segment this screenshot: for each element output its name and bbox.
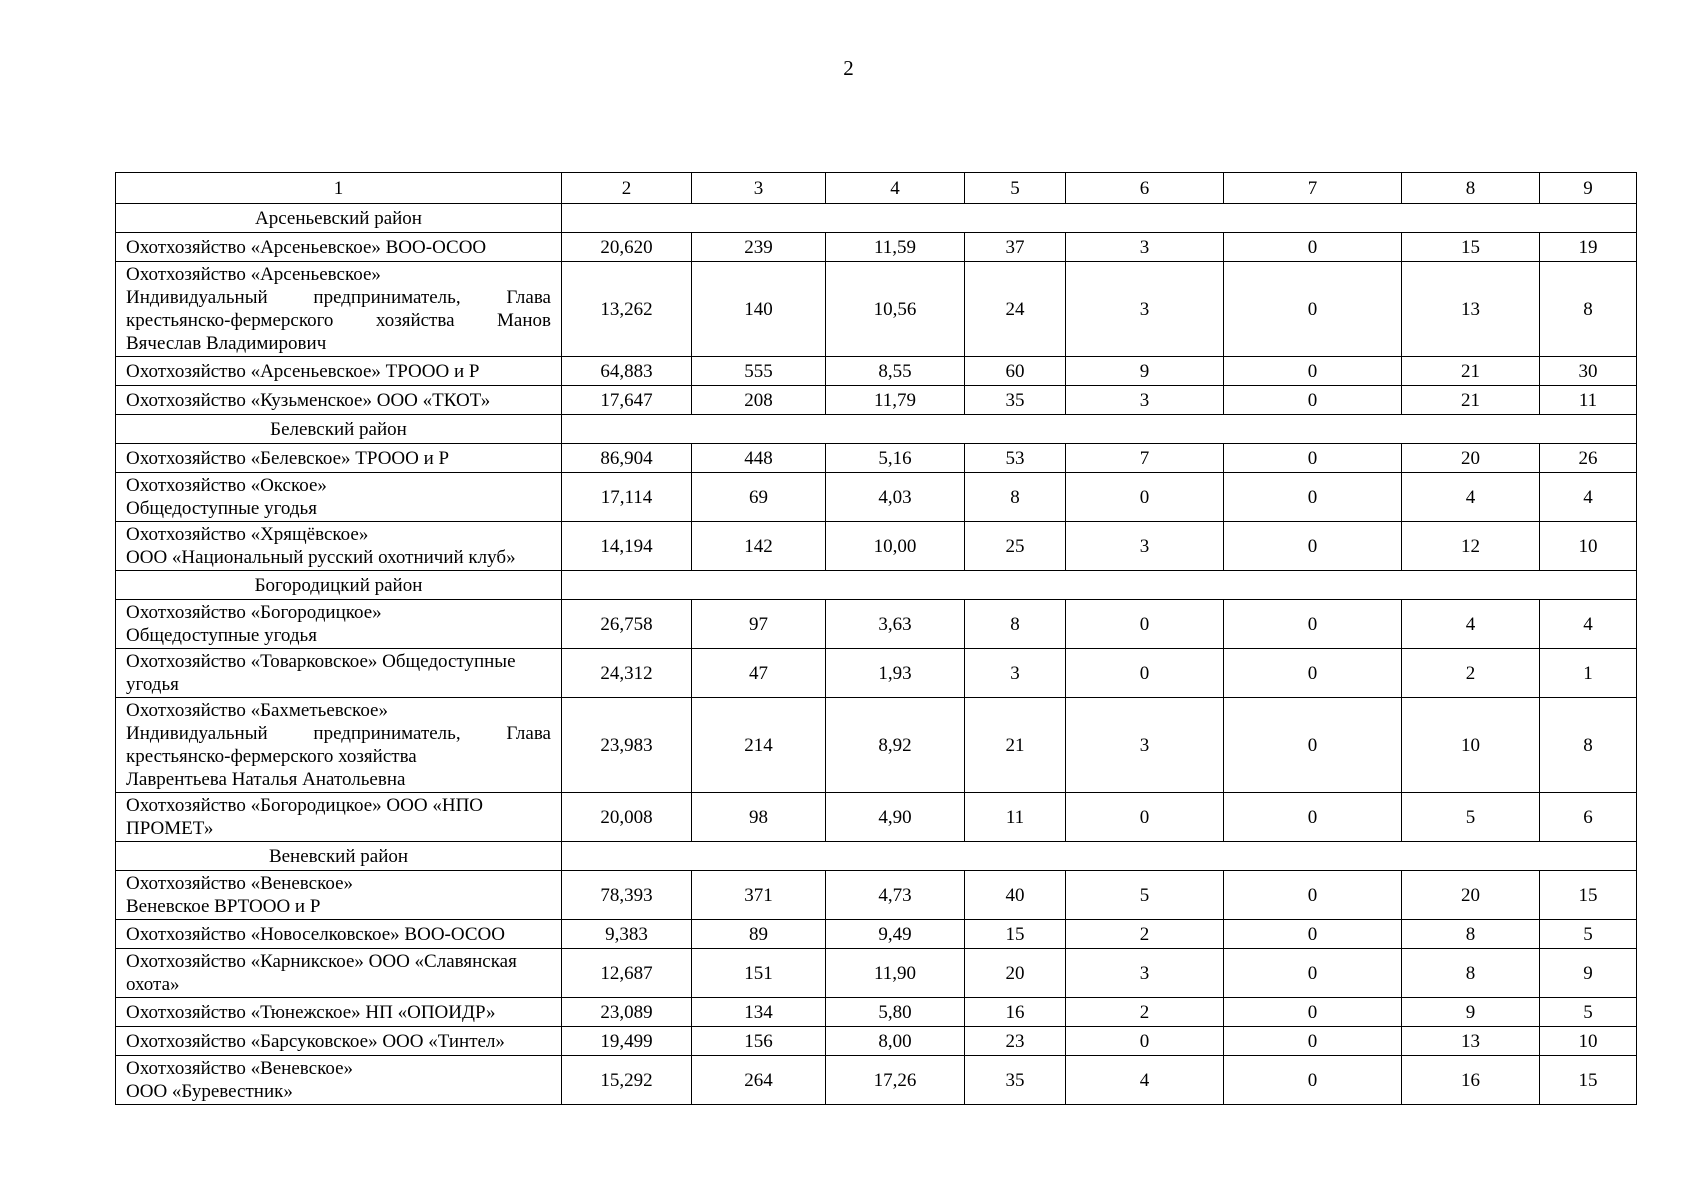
value-cell: 26,758 <box>562 600 692 649</box>
column-number: 8 <box>1402 173 1540 204</box>
value-cell: 12,687 <box>562 949 692 998</box>
value-cell: 0 <box>1224 698 1402 793</box>
value-cell: 0 <box>1224 1027 1402 1056</box>
table-row <box>116 262 1637 357</box>
value-cell: 86,904 <box>562 444 692 473</box>
value-cell: 13,262 <box>562 262 692 357</box>
value-cell: 0 <box>1224 386 1402 415</box>
value-cell: 98 <box>692 793 826 842</box>
table-row <box>116 793 1637 842</box>
value-cell: 14,194 <box>562 522 692 571</box>
name-line: Охотхозяйство «Хрящёвское» <box>126 524 369 545</box>
value-cell: 10,56 <box>826 262 965 357</box>
name-line: ПРОМЕТ» <box>126 818 214 839</box>
value-cell: 21 <box>1402 357 1540 386</box>
value-cell: 142 <box>692 522 826 571</box>
table-row <box>116 1056 1637 1105</box>
column-number: 9 <box>1540 173 1637 204</box>
value-cell: 9 <box>1540 949 1637 998</box>
value-cell: 8 <box>1402 920 1540 949</box>
value-cell: 13 <box>1402 262 1540 357</box>
name-line: Охотхозяйство «Окское» <box>126 475 327 496</box>
value-cell: 0 <box>1224 522 1402 571</box>
value-cell: 2 <box>1066 920 1224 949</box>
name-line: Охотхозяйство «Бахметьевское» <box>126 700 388 721</box>
table-row <box>116 473 1637 522</box>
name-line: Охотхозяйство «Богородицкое» ООО «НПО <box>126 795 484 816</box>
hunting-ground-name <box>116 793 562 842</box>
value-cell: 20 <box>1402 871 1540 920</box>
value-cell: 0 <box>1224 357 1402 386</box>
value-cell: 16 <box>1402 1056 1540 1105</box>
name-line: Охотхозяйство «Карникское» ООО «Славянская <box>126 951 517 972</box>
value-cell: 5,16 <box>826 444 965 473</box>
table-row <box>116 1027 1637 1056</box>
value-cell: 20,620 <box>562 233 692 262</box>
name-line: ООО «Национальный русский охотничий клуб» <box>126 547 516 568</box>
value-cell: 60 <box>965 357 1066 386</box>
value-cell: 35 <box>965 1056 1066 1105</box>
value-cell: 448 <box>692 444 826 473</box>
value-cell: 20 <box>965 949 1066 998</box>
value-cell: 8,55 <box>826 357 965 386</box>
value-cell: 47 <box>692 649 826 698</box>
table-row <box>116 386 1637 415</box>
value-cell: 3 <box>1066 522 1224 571</box>
value-cell: 15 <box>1540 871 1637 920</box>
value-cell: 12 <box>1402 522 1540 571</box>
name-line: Охотхозяйство «Арсеньевское» <box>126 264 381 285</box>
district-row <box>116 571 1637 600</box>
value-cell: 4 <box>1540 473 1637 522</box>
value-cell: 4,73 <box>826 871 965 920</box>
name-line: Лаврентьева Наталья Анатольевна <box>126 769 406 790</box>
name-line: Охотхозяйство «Кузьменское» ООО «ТКОТ» <box>126 389 491 411</box>
value-cell: 0 <box>1224 473 1402 522</box>
value-cell: 1 <box>1540 649 1637 698</box>
value-cell: 0 <box>1066 473 1224 522</box>
value-cell: 20 <box>1402 444 1540 473</box>
hunting-ground-name <box>116 649 562 698</box>
value-cell: 8 <box>1402 949 1540 998</box>
hunting-ground-name <box>116 233 562 262</box>
value-cell: 4 <box>1066 1056 1224 1105</box>
hunting-ground-name <box>116 1027 562 1056</box>
name-line: Охотхозяйство «Белевское» ТРООО и Р <box>126 447 450 469</box>
table-row <box>116 357 1637 386</box>
value-cell: 15,292 <box>562 1056 692 1105</box>
value-cell: 11 <box>1540 386 1637 415</box>
district-empty-cell <box>562 842 1637 871</box>
value-cell: 15 <box>1540 1056 1637 1105</box>
column-number: 6 <box>1066 173 1224 204</box>
column-number: 5 <box>965 173 1066 204</box>
value-cell: 0 <box>1224 1056 1402 1105</box>
column-number: 3 <box>692 173 826 204</box>
value-cell: 35 <box>965 386 1066 415</box>
value-cell: 5 <box>1066 871 1224 920</box>
value-cell: 4,90 <box>826 793 965 842</box>
district-row <box>116 842 1637 871</box>
value-cell: 23,089 <box>562 998 692 1027</box>
table-row <box>116 522 1637 571</box>
value-cell: 97 <box>692 600 826 649</box>
name-line: Охотхозяйство «Богородицкое» <box>126 602 382 623</box>
value-cell: 555 <box>692 357 826 386</box>
value-cell: 8 <box>1540 262 1637 357</box>
value-cell: 5 <box>1540 998 1637 1027</box>
district-row <box>116 415 1637 444</box>
value-cell: 11 <box>965 793 1066 842</box>
value-cell: 53 <box>965 444 1066 473</box>
value-cell: 0 <box>1224 233 1402 262</box>
value-cell: 214 <box>692 698 826 793</box>
value-cell: 9 <box>1402 998 1540 1027</box>
value-cell: 7 <box>1066 444 1224 473</box>
district-name: Белевский район <box>116 415 562 444</box>
value-cell: 19,499 <box>562 1027 692 1056</box>
value-cell: 21 <box>965 698 1066 793</box>
value-cell: 9,49 <box>826 920 965 949</box>
value-cell: 3 <box>1066 386 1224 415</box>
value-cell: 15 <box>1402 233 1540 262</box>
name-line: Индивидуальный предприниматель, Глава <box>126 723 551 744</box>
value-cell: 0 <box>1224 649 1402 698</box>
value-cell: 156 <box>692 1027 826 1056</box>
value-cell: 0 <box>1224 949 1402 998</box>
district-empty-cell <box>562 415 1637 444</box>
value-cell: 264 <box>692 1056 826 1105</box>
value-cell: 11,59 <box>826 233 965 262</box>
table-row <box>116 949 1637 998</box>
name-line: Вячеслав Владимирович <box>126 333 327 354</box>
name-line: Охотхозяйство «Товарковское» Общедоступные <box>126 651 516 672</box>
value-cell: 371 <box>692 871 826 920</box>
table-row <box>116 698 1637 793</box>
district-row <box>116 204 1637 233</box>
value-cell: 89 <box>692 920 826 949</box>
value-cell: 0 <box>1066 1027 1224 1056</box>
hunting-ground-name <box>116 871 562 920</box>
value-cell: 26 <box>1540 444 1637 473</box>
value-cell: 0 <box>1224 998 1402 1027</box>
name-line: Общедоступные угодья <box>126 498 317 519</box>
value-cell: 0 <box>1224 444 1402 473</box>
value-cell: 15 <box>965 920 1066 949</box>
value-cell: 24,312 <box>562 649 692 698</box>
value-cell: 10 <box>1540 522 1637 571</box>
name-line: Охотхозяйство «Арсеньевское» ТРООО и Р <box>126 360 480 382</box>
hunting-ground-name <box>116 1056 562 1105</box>
value-cell: 1,93 <box>826 649 965 698</box>
hunting-grounds-table <box>115 172 1637 1105</box>
value-cell: 25 <box>965 522 1066 571</box>
value-cell: 10 <box>1540 1027 1637 1056</box>
table-row <box>116 920 1637 949</box>
value-cell: 17,114 <box>562 473 692 522</box>
value-cell: 0 <box>1224 262 1402 357</box>
value-cell: 69 <box>692 473 826 522</box>
table-row <box>116 649 1637 698</box>
value-cell: 4 <box>1402 473 1540 522</box>
value-cell: 2 <box>1066 998 1224 1027</box>
name-line: Индивидуальный предприниматель, Глава <box>126 287 551 308</box>
value-cell: 3,63 <box>826 600 965 649</box>
page-number: 2 <box>843 56 854 80</box>
value-cell: 3 <box>1066 262 1224 357</box>
hunting-ground-name <box>116 949 562 998</box>
name-line: Охотхозяйство «Новоселковское» ВОО-ОСОО <box>126 923 505 945</box>
name-line: Охотхозяйство «Барсуковское» ООО «Тинтел» <box>126 1030 505 1052</box>
name-line: крестьянско-фермерского хозяйства Манов <box>126 310 551 331</box>
name-line: Охотхозяйство «Веневское» <box>126 1058 353 1079</box>
value-cell: 4 <box>1402 600 1540 649</box>
value-cell: 11,79 <box>826 386 965 415</box>
hunting-ground-name <box>116 357 562 386</box>
column-number: 4 <box>826 173 965 204</box>
name-line: Охотхозяйство «Тюнежское» НП «ОПОИДР» <box>126 1001 496 1023</box>
value-cell: 64,883 <box>562 357 692 386</box>
value-cell: 11,90 <box>826 949 965 998</box>
value-cell: 19 <box>1540 233 1637 262</box>
table-row <box>116 233 1637 262</box>
value-cell: 3 <box>1066 233 1224 262</box>
district-empty-cell <box>562 204 1637 233</box>
value-cell: 239 <box>692 233 826 262</box>
hunting-ground-name <box>116 920 562 949</box>
table-row <box>116 998 1637 1027</box>
value-cell: 140 <box>692 262 826 357</box>
district-name: Веневский район <box>116 842 562 871</box>
hunting-ground-name <box>116 262 562 357</box>
column-number: 1 <box>116 173 562 204</box>
hunting-ground-name <box>116 386 562 415</box>
value-cell: 9,383 <box>562 920 692 949</box>
value-cell: 78,393 <box>562 871 692 920</box>
hunting-ground-name <box>116 522 562 571</box>
value-cell: 4 <box>1540 600 1637 649</box>
value-cell: 13 <box>1402 1027 1540 1056</box>
hunting-ground-name <box>116 473 562 522</box>
column-number-row <box>116 173 1637 204</box>
value-cell: 30 <box>1540 357 1637 386</box>
value-cell: 0 <box>1066 793 1224 842</box>
value-cell: 5,80 <box>826 998 965 1027</box>
value-cell: 9 <box>1066 357 1224 386</box>
name-line: крестьянско-фермерского хозяйства <box>126 746 417 767</box>
name-line: Охотхозяйство «Арсеньевское» ВОО-ОСОО <box>126 236 487 258</box>
value-cell: 0 <box>1224 600 1402 649</box>
value-cell: 20,008 <box>562 793 692 842</box>
value-cell: 151 <box>692 949 826 998</box>
value-cell: 8 <box>965 600 1066 649</box>
value-cell: 23 <box>965 1027 1066 1056</box>
value-cell: 16 <box>965 998 1066 1027</box>
name-line: угодья <box>126 674 179 695</box>
hunting-ground-name <box>116 600 562 649</box>
value-cell: 2 <box>1402 649 1540 698</box>
value-cell: 3 <box>965 649 1066 698</box>
table-row <box>116 600 1637 649</box>
value-cell: 17,647 <box>562 386 692 415</box>
value-cell: 8,00 <box>826 1027 965 1056</box>
value-cell: 6 <box>1540 793 1637 842</box>
value-cell: 17,26 <box>826 1056 965 1105</box>
table-row <box>116 444 1637 473</box>
column-number: 2 <box>562 173 692 204</box>
district-name: Арсеньевский район <box>116 204 562 233</box>
hunting-ground-name <box>116 444 562 473</box>
value-cell: 208 <box>692 386 826 415</box>
value-cell: 0 <box>1224 793 1402 842</box>
value-cell: 10,00 <box>826 522 965 571</box>
value-cell: 8,92 <box>826 698 965 793</box>
value-cell: 5 <box>1402 793 1540 842</box>
value-cell: 5 <box>1540 920 1637 949</box>
value-cell: 0 <box>1224 871 1402 920</box>
column-number: 7 <box>1224 173 1402 204</box>
table-body <box>116 173 1637 1105</box>
hunting-ground-name <box>116 998 562 1027</box>
value-cell: 21 <box>1402 386 1540 415</box>
value-cell: 0 <box>1066 600 1224 649</box>
district-empty-cell <box>562 571 1637 600</box>
value-cell: 37 <box>965 233 1066 262</box>
value-cell: 3 <box>1066 949 1224 998</box>
value-cell: 10 <box>1402 698 1540 793</box>
value-cell: 40 <box>965 871 1066 920</box>
name-line: охота» <box>126 974 180 995</box>
value-cell: 0 <box>1224 920 1402 949</box>
value-cell: 4,03 <box>826 473 965 522</box>
hunting-ground-name <box>116 698 562 793</box>
value-cell: 8 <box>1540 698 1637 793</box>
value-cell: 24 <box>965 262 1066 357</box>
value-cell: 0 <box>1066 649 1224 698</box>
table-row <box>116 871 1637 920</box>
value-cell: 23,983 <box>562 698 692 793</box>
value-cell: 3 <box>1066 698 1224 793</box>
value-cell: 134 <box>692 998 826 1027</box>
name-line: Общедоступные угодья <box>126 625 317 646</box>
name-line: ООО «Буревестник» <box>126 1081 293 1102</box>
name-line: Охотхозяйство «Веневское» <box>126 873 353 894</box>
district-name: Богородицкий район <box>116 571 562 600</box>
name-line: Веневское ВРТООО и Р <box>126 896 321 917</box>
value-cell: 8 <box>965 473 1066 522</box>
